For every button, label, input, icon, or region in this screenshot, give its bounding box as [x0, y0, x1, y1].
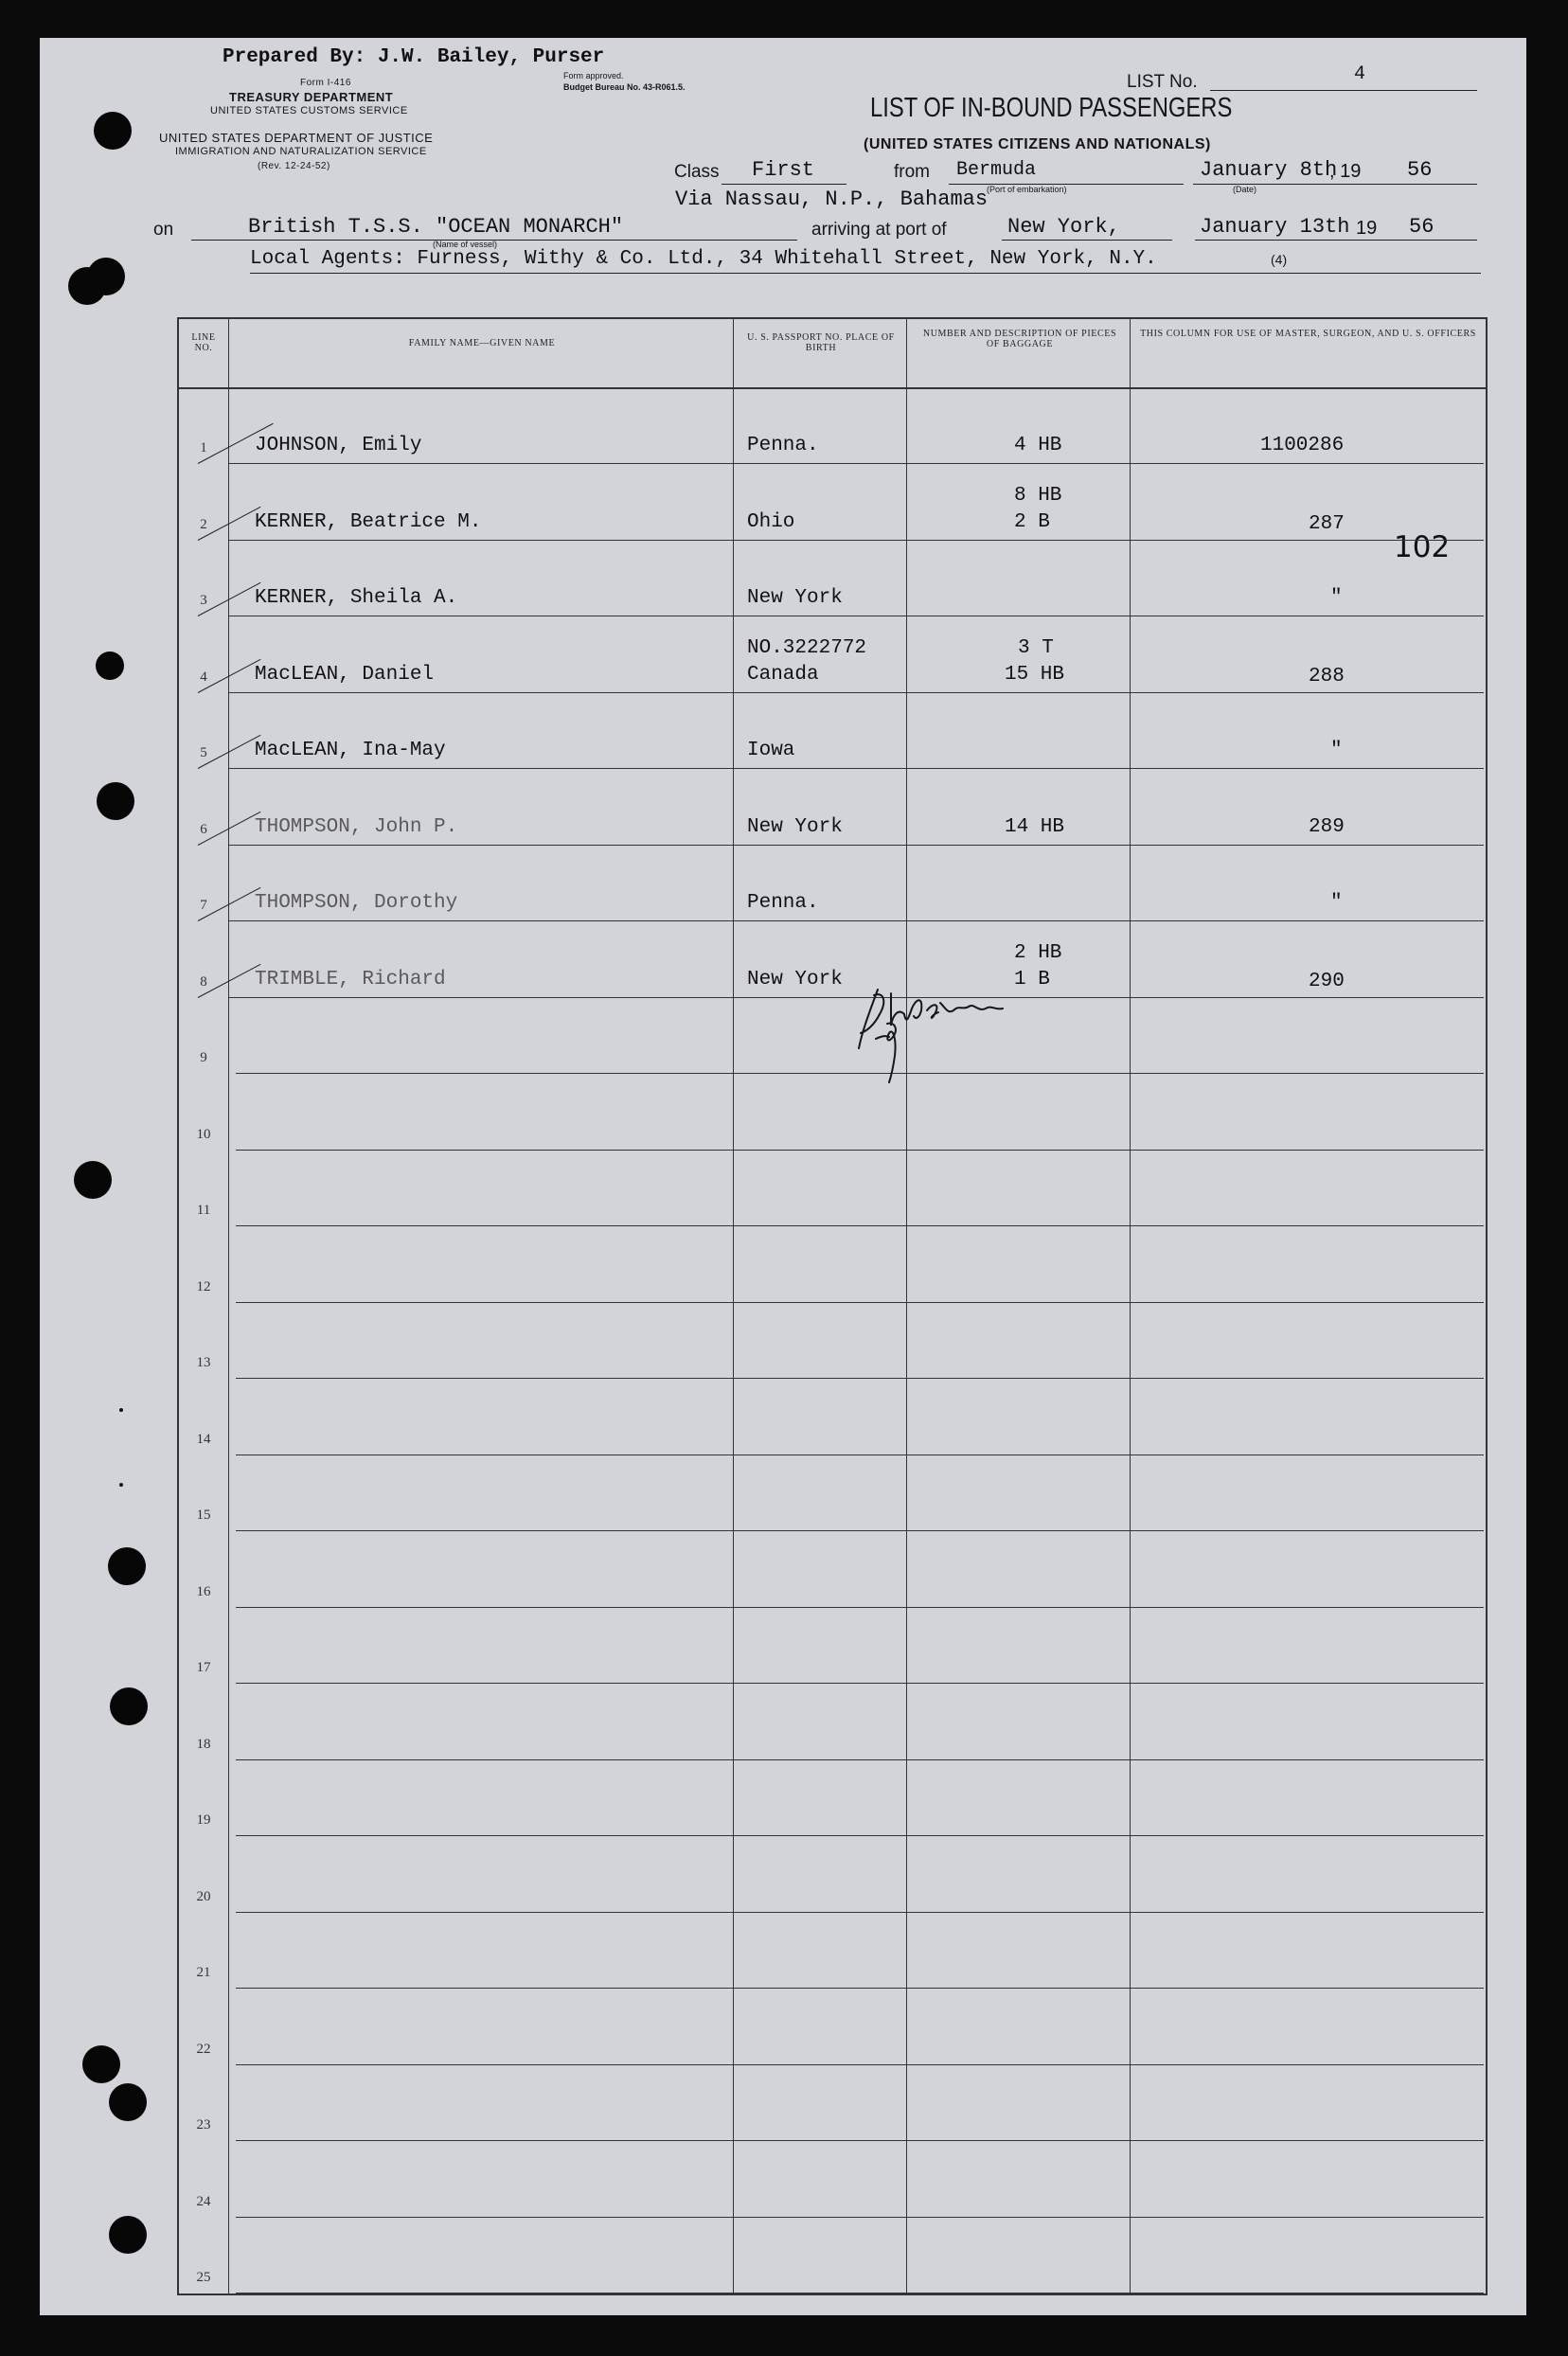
row-divider	[228, 768, 1484, 769]
line-number: 22	[196, 2041, 211, 2057]
embark-year-prefix: , 19	[1329, 161, 1362, 182]
baggage-line-2: 1 B	[1014, 968, 1050, 991]
stamp-number: 102	[1394, 530, 1451, 564]
col-header-officers: THIS COLUMN FOR USE OF MASTER, SURGEON, AND U. S. OFFICERS	[1140, 329, 1476, 339]
line-number: 3	[200, 593, 207, 608]
line-number: 1	[200, 440, 207, 455]
header-divider	[179, 387, 1486, 389]
arrival-port: New York,	[1007, 215, 1120, 239]
row-divider	[236, 1988, 1484, 1989]
row-divider	[236, 1912, 1484, 1913]
list-no: 4	[1354, 63, 1366, 85]
place-of-birth: Iowa	[747, 740, 795, 761]
row-divider	[228, 692, 1484, 693]
line-number: 18	[196, 1736, 211, 1752]
passenger-name: MacLEAN, Ina-May	[255, 740, 446, 761]
row-divider	[236, 1378, 1484, 1379]
officer-number: "	[1330, 740, 1343, 761]
prepared-by: Prepared By: J.W. Bailey, Purser	[223, 46, 605, 68]
row-divider	[236, 1683, 1484, 1684]
line-number: 17	[196, 1660, 211, 1675]
line-number: 8	[200, 973, 207, 990]
punch-hole	[82, 2045, 120, 2083]
punch-hole	[97, 782, 134, 820]
class-label: Class	[674, 162, 720, 182]
via-route: Via Nassau, N.P., Bahamas	[675, 187, 989, 211]
arrival-date-underline	[1195, 240, 1477, 241]
row-divider	[236, 2140, 1484, 2141]
row-divider	[236, 1225, 1484, 1226]
place-of-birth: Canada	[747, 663, 819, 686]
embark-year: 56	[1407, 158, 1433, 182]
list-no-underline	[1210, 90, 1477, 91]
vessel-name: British T.S.S. "OCEAN MONARCH"	[248, 215, 624, 239]
row-divider	[236, 1302, 1484, 1303]
list-no-label: LIST No.	[1127, 72, 1198, 92]
col-header-line-no: LINE NO.	[191, 332, 216, 353]
budget-bureau: Budget Bureau No. 43-R061.5.	[563, 82, 686, 92]
line-number: 9	[200, 1050, 207, 1065]
officer-number: 1100286	[1260, 435, 1345, 456]
officer-number: 290	[1309, 970, 1345, 992]
punch-hole	[96, 651, 124, 680]
officer-number: 289	[1309, 815, 1345, 838]
row-divider	[228, 540, 1484, 541]
from-label: from	[894, 162, 930, 182]
punch-hole	[109, 2216, 147, 2254]
agents-underline	[250, 273, 1481, 274]
arrival-port-underline	[1002, 240, 1172, 241]
class-underline	[722, 184, 846, 185]
line-number: 20	[196, 1888, 211, 1904]
revision-date: (Rev. 12-24-52)	[258, 161, 330, 171]
place-of-birth: Ohio	[747, 510, 795, 533]
form-title: LIST OF IN-BOUND PASSENGERS	[870, 93, 1233, 123]
place-of-birth: New York	[747, 815, 843, 838]
officer-number: "	[1330, 587, 1343, 609]
vessel-caption: (Name of vessel)	[433, 240, 498, 249]
col-header-passport: U. S. PASSPORT NO. PLACE OF BIRTH	[747, 332, 895, 353]
passenger-table	[177, 317, 1488, 2295]
col-header-baggage: NUMBER AND DESCRIPTION OF PIECES OF BAGGAGE	[922, 329, 1117, 349]
line-number: 23	[196, 2117, 211, 2133]
line-number: 7	[200, 898, 207, 913]
baggage-line-1: 8 HB	[1014, 484, 1062, 507]
line-number: 25	[196, 2270, 211, 2285]
treasury-department: TREASURY DEPARTMENT	[229, 90, 394, 104]
row-divider	[236, 1607, 1484, 1608]
row-divider	[236, 2293, 1484, 2294]
ins-service: IMMIGRATION AND NATURALIZATION SERVICE	[175, 146, 427, 157]
passenger-name: JOHNSON, Emily	[255, 435, 422, 456]
class-value: First	[752, 158, 815, 182]
row-divider	[236, 1759, 1484, 1760]
passenger-name: THOMPSON, John P.	[255, 815, 458, 838]
form-approved: Form approved.	[563, 71, 624, 80]
baggage-line-2: 2 B	[1014, 510, 1050, 533]
baggage-line-1: 3 T	[1018, 636, 1054, 659]
speck	[119, 1408, 123, 1412]
arrival-year: 56	[1409, 215, 1434, 239]
arrival-year-prefix: 19	[1356, 218, 1378, 239]
embark-date: January 8th	[1200, 158, 1338, 182]
punch-hole	[109, 2083, 147, 2121]
passenger-name: THOMPSON, Dorothy	[255, 892, 458, 914]
punch-hole	[74, 1161, 112, 1199]
baggage-line-2: 4 HB	[1014, 435, 1062, 456]
line-number: 12	[196, 1278, 211, 1294]
baggage-line-1: 2 HB	[1014, 941, 1062, 964]
place-of-birth: New York	[747, 968, 843, 991]
line-number: 14	[196, 1431, 211, 1447]
row-divider	[228, 463, 1484, 464]
agents-mark: (4)	[1271, 252, 1288, 267]
date-caption: (Date)	[1233, 185, 1257, 194]
baggage-line-2: 14 HB	[1005, 815, 1065, 838]
line-number: 11	[196, 1203, 211, 1218]
local-agents: Local Agents: Furness, Withy & Co. Ltd., 34 Whitehall Street, New York, N.Y.	[250, 248, 1157, 270]
arriving-label: arriving at port of	[811, 220, 947, 240]
line-number: 19	[196, 1812, 211, 1828]
punch-hole	[87, 258, 125, 295]
punch-hole	[110, 1687, 148, 1725]
row-divider	[228, 845, 1484, 846]
baggage-line-2: 15 HB	[1005, 663, 1065, 686]
manifest-page	[40, 38, 1526, 2315]
form-subtitle: (UNITED STATES CITIZENS AND NATIONALS)	[864, 136, 1211, 152]
col-header-name: FAMILY NAME—GIVEN NAME	[408, 338, 556, 348]
speck	[119, 1483, 123, 1487]
row-divider	[236, 1835, 1484, 1836]
on-label: on	[153, 220, 174, 240]
line-number: 16	[196, 1583, 211, 1599]
passenger-name: KERNER, Beatrice M.	[255, 510, 482, 533]
line-number: 13	[196, 1355, 211, 1370]
punch-hole	[108, 1547, 146, 1585]
passenger-name: KERNER, Sheila A.	[255, 587, 458, 609]
justice-department: UNITED STATES DEPARTMENT OF JUSTICE	[159, 131, 434, 145]
arrival-date: January 13th	[1200, 215, 1350, 239]
from-port: Bermuda	[956, 159, 1037, 181]
row-divider	[236, 2217, 1484, 2218]
officer-number: "	[1330, 892, 1343, 914]
place-of-birth: Penna.	[747, 435, 819, 456]
officer-signature	[842, 982, 1031, 1086]
line-number: 21	[196, 1965, 211, 1980]
place-of-birth: Penna.	[747, 892, 819, 914]
place-of-birth: New York	[747, 587, 843, 609]
customs-service: UNITED STATES CUSTOMS SERVICE	[210, 105, 408, 116]
row-divider	[228, 920, 1484, 921]
punch-hole	[94, 112, 132, 150]
passenger-name: MacLEAN, Daniel	[255, 663, 435, 686]
officer-number: 287	[1309, 512, 1345, 535]
line-number: 6	[200, 821, 207, 837]
line-number: 15	[196, 1508, 211, 1523]
passenger-name: TRIMBLE, Richard	[255, 968, 446, 991]
line-number: 2	[200, 516, 207, 532]
line-number: 24	[196, 2193, 211, 2209]
row-divider	[236, 2064, 1484, 2065]
port-caption: (Port of embarkation)	[987, 185, 1067, 194]
passport-number: NO.3222772	[747, 636, 867, 659]
row-divider	[236, 1150, 1484, 1151]
officer-number: 288	[1309, 665, 1345, 687]
row-divider	[236, 1530, 1484, 1531]
line-number: 10	[196, 1126, 211, 1142]
line-number: 5	[200, 745, 207, 760]
form-number: Form I-416	[300, 78, 351, 88]
line-number: 4	[200, 669, 207, 685]
